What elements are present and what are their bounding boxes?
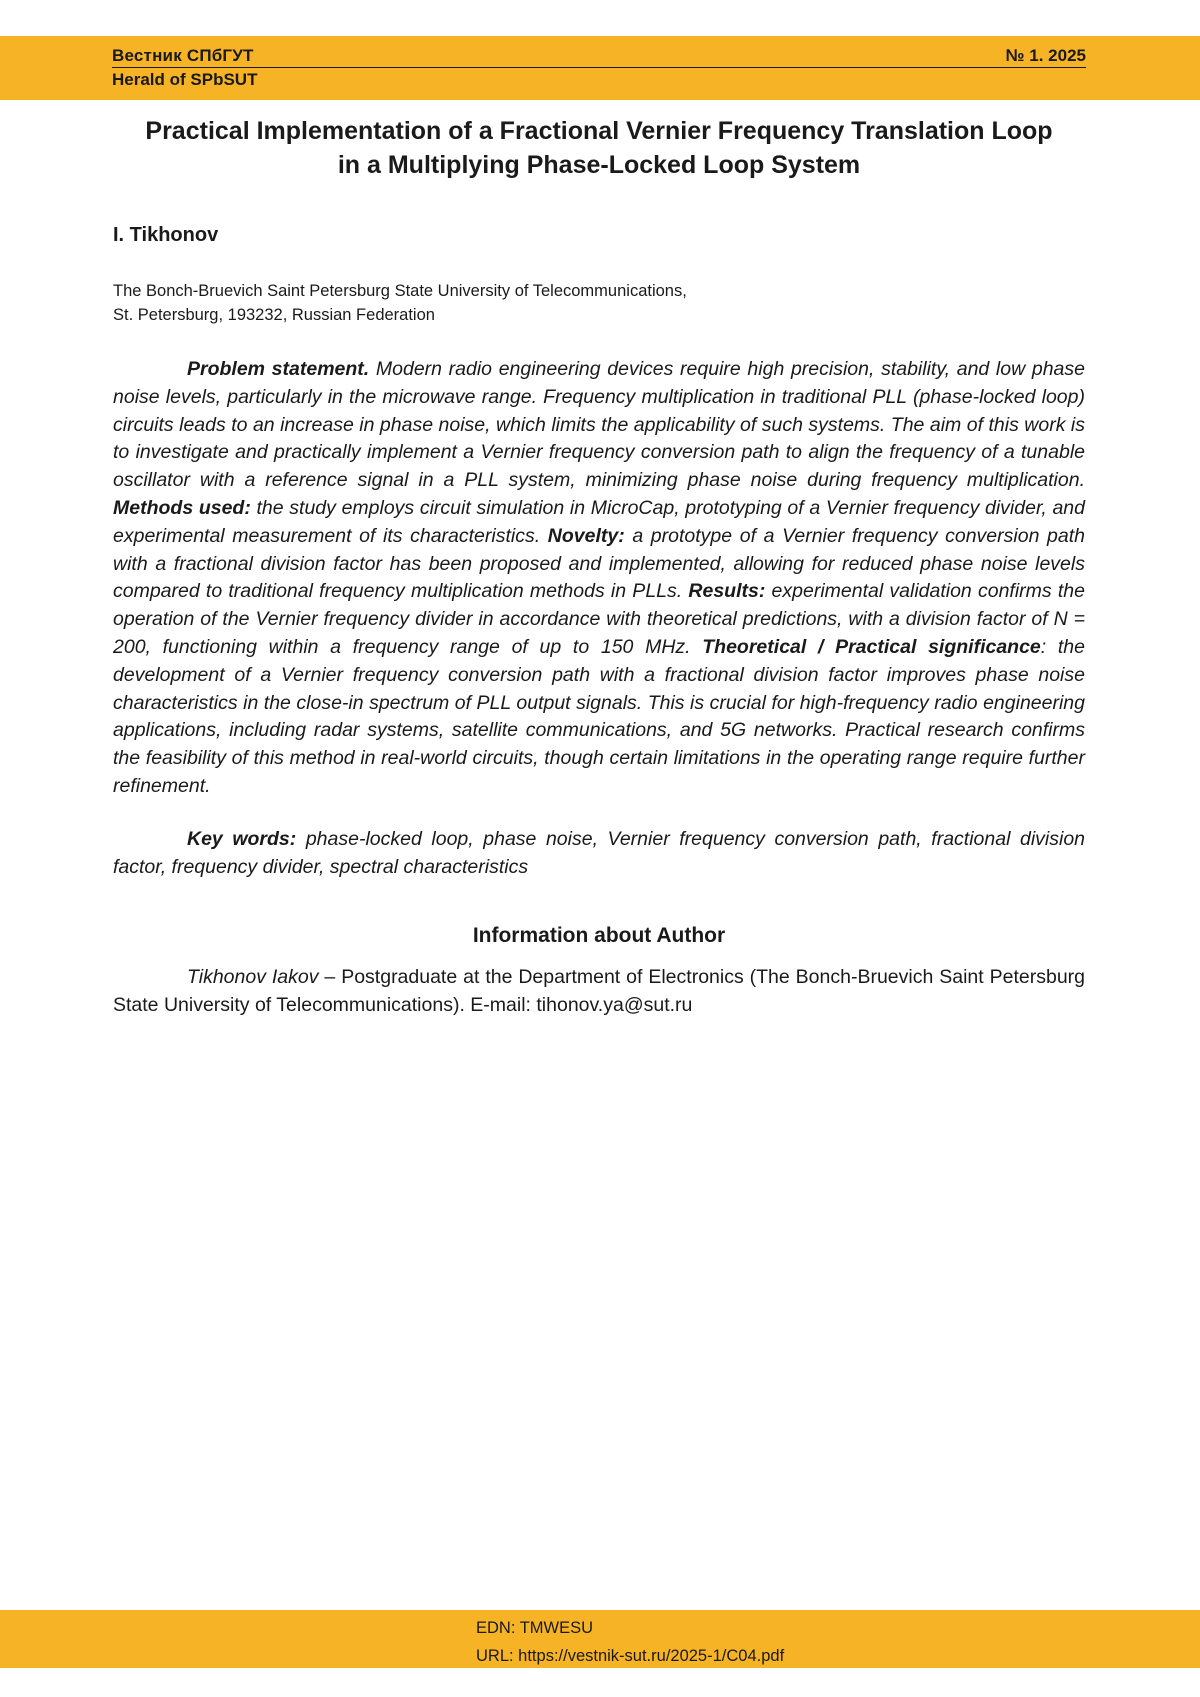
keywords [113,826,1085,882]
affiliation-line-2: St. Petersburg, 193232, Russian Federation [113,306,435,324]
author-info-heading: Information about Author [472,924,726,947]
abstract-problem-text: Modern radio engineering devices require high precision, stability, and low phase noise levels, particularly in the microwave range. Frequency multiplication in traditional PLL (phase-locked loop) circuits leads to an increase in phase noise, which limits the applicability of such systems. The aim of this work is to investigate and practically implement a Vernier frequency conversion path to align the frequency of a tunable oscillator with a reference signal in a PLL system, minimizing phase noise during frequency multiplication. [113,358,1085,492]
keywords-text: phase-locked loop, phase noise, Vernier frequency conversion path, fractional division factor, frequency divider, spectral characteristics [113,828,1086,878]
journal-name-ru: Вестник СПбГУТ [112,46,254,65]
footer-edn: EDN: TMWESU [476,1619,594,1637]
page-header-inner [112,44,1086,92]
footer-text [476,1614,784,1670]
abstract-methods-label: Methods used: [113,496,251,519]
page-header [0,36,1200,100]
abstract-problem-label: Problem statement. [187,358,370,380]
abstract-novelty-text: a prototype of a Vernier frequency conversion path with a fractional division factor has been proposed and implemented, allowing for reduced phase noise levels compared to traditional frequency multiplication methods in PLLs. [113,524,1085,603]
article-title-line-1: Practical Implementation of a Fractional Vernier Frequency Translation Loop [145,117,1053,145]
author-info-text: – Postgraduate at the Department of Electronics (The Bonch-Bruevich Saint Petersburg State University of Telecommunications). E-mail: tihonov.ya@sut.ru [113,966,1086,1016]
article-title [112,114,1086,182]
keywords-label: Key words: [187,828,297,850]
page-footer [0,1610,1200,1668]
author-info [113,963,1085,1019]
abstract-results-label: Results: [688,580,766,603]
author-name: I. Tikhonov [113,224,219,246]
abstract [113,356,1085,801]
journal-name-en: Herald of SPbSUT [112,70,258,89]
affiliation-line-1: The Bonch-Bruevich Saint Petersburg State University of Telecommunications, [113,282,687,300]
author-affiliation [113,279,687,327]
header-divider [112,67,1086,68]
abstract-significance-text: : the development of a Vernier frequency conversion path with a fractional division factor improves phase noise characteristics in the close-in spectrum of PLL output signals. This is crucial for high-frequency radio engineering applications, including radar systems, satellite communications, and 5G networks. Practical research confirms the feasibility of this method in real-world circuits, though certain limitations in the operating range require further refinement. [113,635,1085,797]
abstract-novelty-label: Novelty: [547,524,625,547]
author-info-name: Tikhonov Iakov [187,966,319,988]
issue-number: № 1. 2025 [1005,46,1086,65]
abstract-methods-text: the study employs circuit simulation in MicroCap, prototyping of a Vernier frequency divider, and experimental measurement of its characteristics. [113,496,1085,547]
abstract-results-text: experimental validation confirms the operation of the Vernier frequency divider in accordance with theoretical predictions, with a division factor of N = 200, functioning within a frequency range of up to 150 MHz. [113,580,1085,658]
article-title-line-2: in a Multiplying Phase-Locked Loop System [337,151,861,179]
abstract-significance-label: Theoretical / Practical significance [702,635,1041,658]
footer-url[interactable]: URL: https://vestnik-sut.ru/2025-1/C04.pdf [476,1647,785,1665]
